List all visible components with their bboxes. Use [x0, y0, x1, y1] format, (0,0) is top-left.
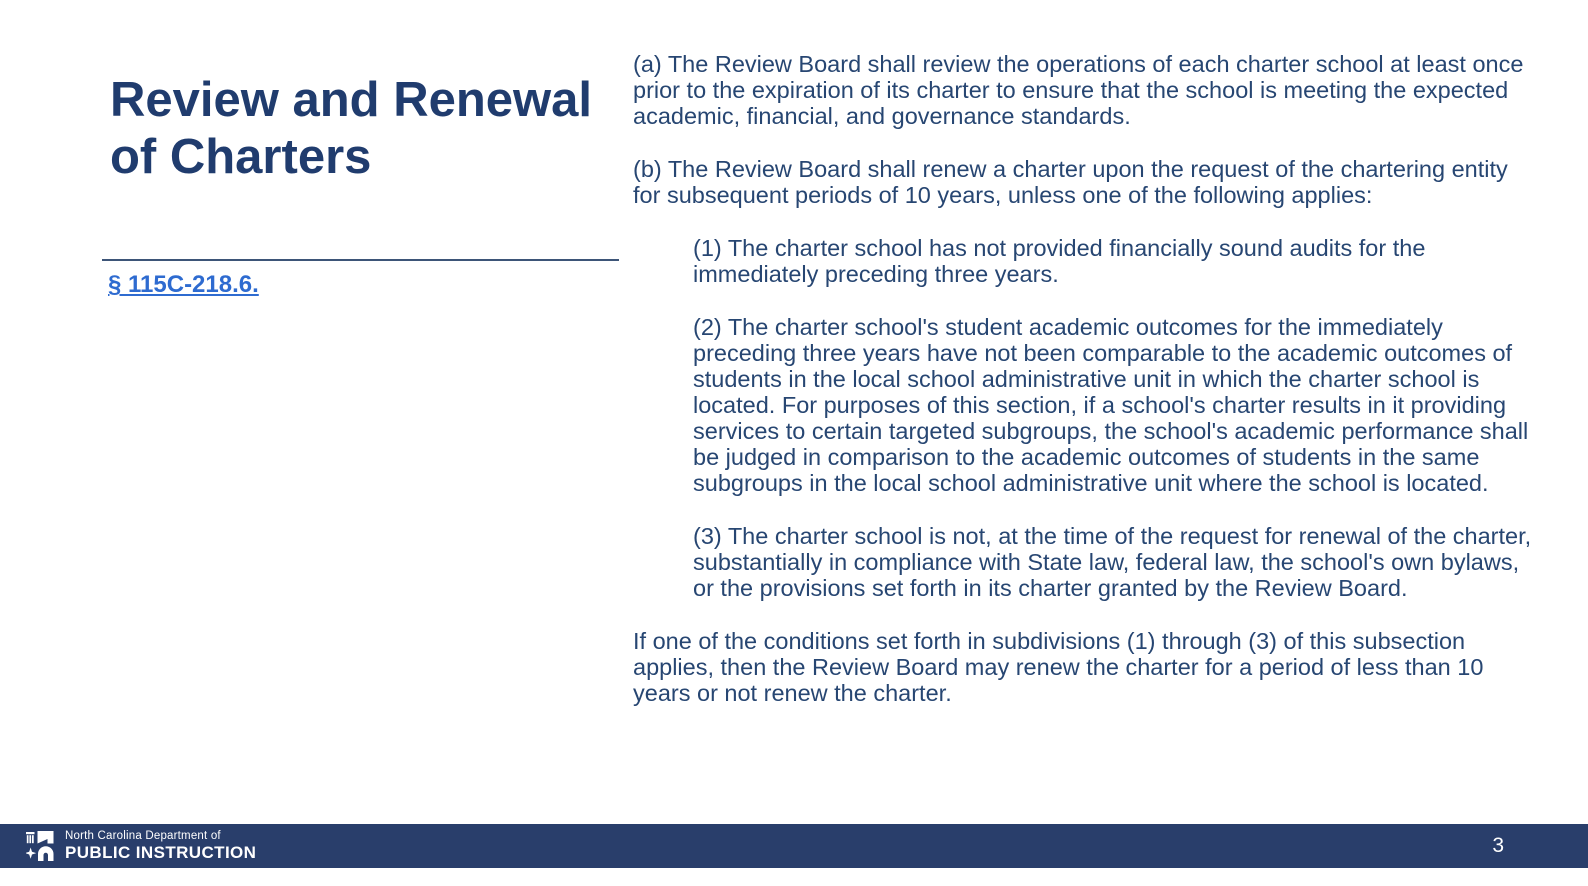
subdivision-1: (1) The charter school has not provided financially sound audits for the immediately preceding three years. — [693, 235, 1426, 287]
page-number: 3 — [1492, 834, 1504, 857]
slide-title: Review and Renewal of Charters — [110, 73, 593, 184]
paragraph-a: (a) The Review Board shall review the operations of each charter school at least once prior to the expiration of its charter to ensure that the school is meeting the expected academic, financial, and governance standards. — [633, 51, 1524, 129]
slide-body-text — [633, 51, 1536, 706]
footer-brand — [26, 830, 256, 862]
closing-paragraph: If one of the conditions set forth in subdivisions (1) through (3) of this subsection applies, then the Review Board may renew the charter for a period of less than 10 years or not renew the charter. — [633, 628, 1484, 706]
paragraph-b: (b) The Review Board shall renew a charter upon the request of the chartering entity for subsequent periods of 10 years, unless one of the following applies: — [633, 156, 1508, 208]
subdivision-3: (3) The charter school is not, at the time of the request for renewal of the charter, substantially in compliance with State law, federal law, the school's own bylaws, or the provisions set forth in its charter granted by the Review Board. — [693, 523, 1532, 601]
subdivision-2: (2) The charter school's student academic outcomes for the immediately preceding three years have not been comparable to the academic outcomes of students in the local school administrative unit in which the charter school is located. For purposes of this section, if a school's charter results in it providing services to certain targeted subgroups, the school's academic performance shall be judged in comparison to the academic outcomes of students in the same subgroups in the local school administrative unit where the school is located. — [693, 314, 1529, 496]
title-divider — [102, 259, 619, 261]
footer-org-name-line1: North Carolina Department of — [65, 830, 221, 842]
footer-org-name — [65, 830, 256, 862]
footer-org-name-line2: PUBLIC INSTRUCTION — [65, 843, 257, 862]
statute-link[interactable]: § 115C-218.6. — [108, 271, 259, 298]
footer-bar — [0, 824, 1588, 868]
ncdpi-logo-icon — [26, 830, 58, 862]
